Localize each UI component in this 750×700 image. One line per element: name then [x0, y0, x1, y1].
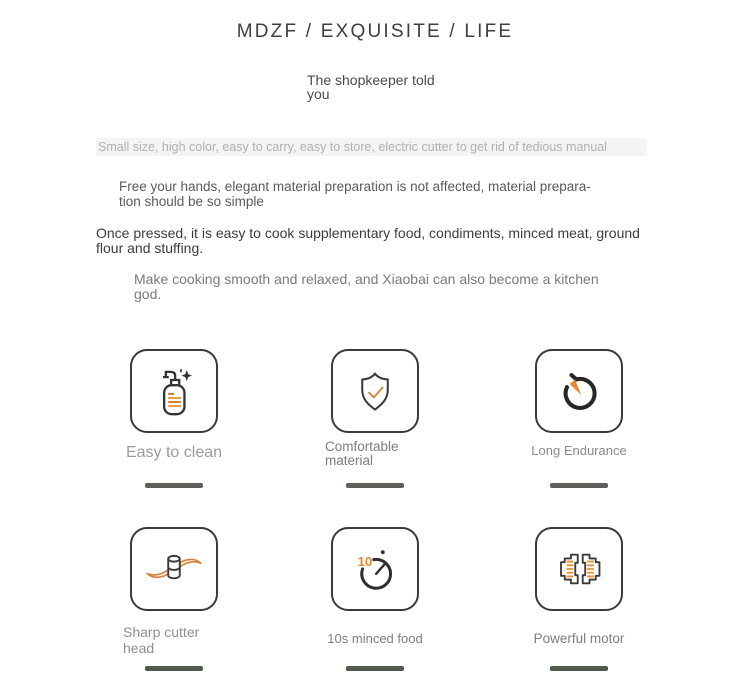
paragraph-line: tion should be so simple	[119, 193, 264, 209]
paragraph-line: Once pressed, it is easy to cook supplementary food, condiments, minced meat, ground	[96, 225, 640, 241]
subtitle	[307, 73, 435, 101]
cutter-blade-icon	[139, 537, 209, 601]
feature-label-line: head	[123, 640, 155, 656]
timer-icon	[550, 362, 608, 420]
underline-bar	[550, 666, 608, 671]
free-hands-paragraph	[119, 180, 591, 209]
stopwatch-number: 10	[357, 554, 373, 569]
subtitle-line: The shopkeeper told	[307, 72, 435, 88]
subtitle-line: you	[307, 86, 330, 102]
underline-bar	[145, 666, 203, 671]
stopwatch-10s-icon	[345, 539, 405, 599]
feature-label-line: 10s minced food	[327, 631, 423, 646]
feature-label	[498, 443, 660, 458]
icon-frame	[535, 527, 623, 611]
make-cooking-paragraph	[134, 272, 599, 301]
icon-frame	[130, 349, 218, 433]
feature-label-line: Sharp cutter	[123, 624, 200, 640]
feature-10s-minced-food	[294, 527, 456, 673]
feature-label	[498, 631, 660, 646]
paragraph-line: flour and stuffing.	[96, 240, 204, 256]
paragraph-line: Free your hands, elegant material preparation is not affected, material prepara-	[119, 179, 591, 194]
tagline-text: Small size, high color, easy to carry, easy to store, electric cutter to get rid of tedious manual	[96, 138, 647, 156]
underline-bar	[550, 483, 608, 488]
motor-icon	[548, 538, 610, 600]
icon-frame	[331, 349, 419, 433]
icon-frame	[130, 527, 218, 611]
feature-powerful-motor	[498, 527, 660, 673]
paragraph-line: Make cooking smooth and relaxed, and Xiaobai can also become a kitchen	[134, 271, 599, 287]
underline-bar	[346, 483, 404, 488]
once-pressed-paragraph	[96, 226, 640, 256]
shield-check-icon	[346, 362, 404, 420]
tagline-paragraph	[96, 140, 647, 154]
underline-bar	[346, 666, 404, 671]
feature-sharp-cutter-head	[93, 527, 255, 673]
paragraph-line: god.	[134, 285, 162, 302]
page-title: MDZF / EXQUISITE / LIFE	[236, 21, 514, 42]
feature-comfortable-material	[294, 349, 456, 495]
feature-long-endurance	[498, 349, 660, 495]
feature-label-line: Comfortable	[325, 439, 399, 454]
feature-label-line: Easy to clean	[125, 444, 223, 461]
feature-label	[123, 624, 243, 656]
feature-label	[294, 631, 456, 646]
soap-bottle-icon	[145, 362, 203, 420]
feature-label	[325, 440, 445, 467]
feature-label-line: Powerful motor	[533, 631, 625, 646]
feature-label	[93, 444, 255, 462]
feature-easy-to-clean	[93, 349, 255, 495]
feature-label-line: Long Endurance	[531, 443, 627, 458]
icon-frame	[535, 349, 623, 433]
feature-label-line: material	[325, 452, 374, 468]
underline-bar	[145, 483, 203, 488]
icon-frame	[331, 527, 419, 611]
